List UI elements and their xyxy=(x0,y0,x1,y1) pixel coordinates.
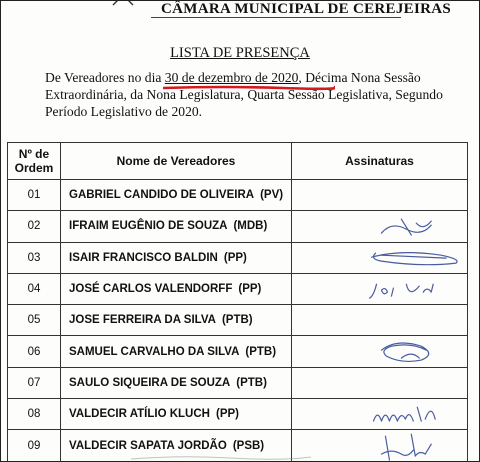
signature-cell xyxy=(292,336,468,367)
red-underline-mark xyxy=(163,85,335,91)
handwritten-signature xyxy=(292,336,467,366)
handwritten-signature xyxy=(292,274,467,304)
order-number: 07 xyxy=(8,367,61,398)
header-order-number: Nº de Ordem xyxy=(8,143,61,180)
signature-cell xyxy=(292,305,468,336)
councilor-name-cell xyxy=(61,211,292,242)
party-abbreviation: (PP) xyxy=(223,251,247,264)
session-date: 30 de dezembro de 2020 xyxy=(164,70,299,85)
councilor-name-cell xyxy=(61,242,292,273)
party-abbreviation: (PTB) xyxy=(221,314,253,327)
handwritten-signature xyxy=(292,243,467,273)
chamber-name-header: CÂMARA MUNICIPAL DE CEREJEIRAS xyxy=(161,1,451,17)
header-divider xyxy=(151,17,401,18)
table-row xyxy=(8,305,468,336)
order-number: 08 xyxy=(8,399,61,430)
intro-paragraph xyxy=(45,69,445,120)
signature-cell xyxy=(292,180,468,211)
party-abbreviation: (PV) xyxy=(260,189,284,202)
document-title: LISTA DE PRESENÇA xyxy=(170,45,310,61)
table-row xyxy=(8,180,468,211)
attendance-table xyxy=(7,142,468,462)
party-abbreviation: (PP) xyxy=(215,408,239,421)
order-number: 01 xyxy=(8,180,61,211)
order-number: 06 xyxy=(8,336,61,367)
table-row xyxy=(8,336,468,367)
table-row xyxy=(8,242,468,273)
party-abbreviation: (PSB) xyxy=(232,439,265,452)
councilor-name-cell xyxy=(61,305,292,336)
party-abbreviation: (MDB) xyxy=(233,220,268,233)
table-row xyxy=(8,399,468,430)
crest-emblem-icon xyxy=(111,0,135,7)
councilor-name: JOSÉ CARLOS VALENDORFF xyxy=(69,283,233,296)
councilor-name: VALDECIR SAPATA JORDÃO xyxy=(69,439,227,452)
header-councilor-name: Nome de Vereadores xyxy=(61,143,292,180)
councilor-name-cell xyxy=(61,180,292,211)
intro-text-end: , Décima Nona Sessão Extraordinária, da Nona Legislatura, Quarta Sessão Legislativa, Segundo Período Legislativo de 2020. xyxy=(45,70,443,119)
table-row xyxy=(8,211,468,242)
councilor-name: IFRAIM EUGÊNIO DE SOUZA xyxy=(69,220,228,233)
councilor-name: SAULO SIQUEIRA DE SOUZA xyxy=(69,376,231,389)
intro-text-start: De Vereadores no dia xyxy=(45,70,165,85)
header-signature: Assinaturas xyxy=(292,143,468,180)
signature-cell xyxy=(292,367,468,398)
handwritten-signature xyxy=(292,211,467,241)
order-number: 02 xyxy=(8,211,61,242)
order-number: 09 xyxy=(8,430,61,461)
signature-cell xyxy=(292,399,468,430)
councilor-name: JOSE FERREIRA DA SILVA xyxy=(69,314,216,327)
party-abbreviation: (PTB) xyxy=(245,345,277,358)
councilor-name: SAMUEL CARVALHO DA SILVA xyxy=(69,345,240,358)
councilor-name: GABRIEL CANDIDO DE OLIVEIRA xyxy=(69,189,255,202)
councilor-name: VALDECIR ATÍLIO KLUCH xyxy=(69,408,210,421)
councilor-name-cell xyxy=(61,399,292,430)
party-abbreviation: (PTB) xyxy=(236,376,267,389)
councilor-name-cell xyxy=(61,336,292,367)
councilor-name-cell xyxy=(61,367,292,398)
party-abbreviation: (PP) xyxy=(238,283,262,296)
councilor-name: ISAIR FRANCISCO BALDIN xyxy=(69,251,218,264)
signature-cell xyxy=(292,273,468,304)
order-number: 03 xyxy=(8,242,61,273)
councilor-name-cell xyxy=(61,273,292,304)
order-number: 04 xyxy=(8,273,61,304)
table-row xyxy=(8,367,468,398)
signature-cell xyxy=(292,242,468,273)
order-number: 05 xyxy=(8,305,61,336)
handwritten-signature xyxy=(292,399,467,429)
table-row xyxy=(8,273,468,304)
table-header-row xyxy=(8,143,468,180)
scan-smudge xyxy=(121,453,321,461)
signature-cell xyxy=(292,211,468,242)
